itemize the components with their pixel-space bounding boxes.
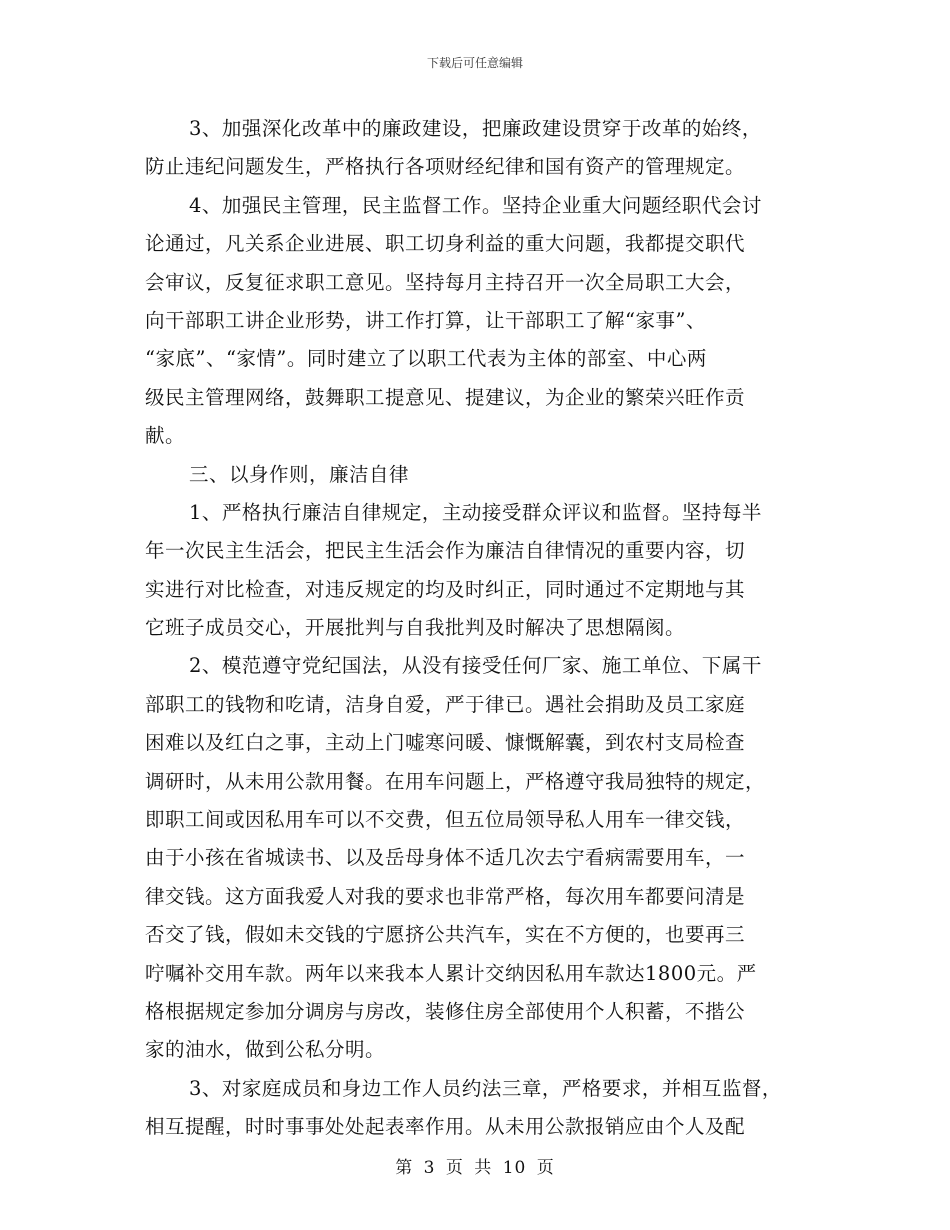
document-body bbox=[145, 110, 817, 1147]
page-header: 下载后可任意编辑 bbox=[426, 56, 523, 70]
section-heading: 三、以身作则，廉洁自律 bbox=[189, 462, 410, 486]
paragraph-line: 律交钱。这方面我爱人对我的要求也非常严格，每次用车都要问清是 bbox=[145, 884, 746, 908]
paragraph-line: 向干部职工讲企业形势，讲工作打算，让干部职工了解“家事”、 bbox=[145, 308, 706, 332]
paragraph-line: 献。 bbox=[145, 424, 186, 448]
paragraph-line: 咛嘱补交用车款。两年以来我本人累计交纳因私用车款达1800元。严 bbox=[145, 961, 757, 985]
paragraph-line: 3、对家庭成员和身边工作人员约法三章，严格要求，并相互监督， bbox=[189, 1076, 782, 1100]
paragraph-line: 实进行对比检查，对违反规定的均及时纠正，同时通过不定期地与其 bbox=[145, 577, 746, 601]
paragraph-line: 防止违纪问题发生，严格执行各项财经纪律和国有资产的管理规定。 bbox=[145, 155, 746, 179]
paragraph-line: 级民主管理网络，鼓舞职工提意见、提建议，为企业的繁荣兴旺作贡 bbox=[145, 385, 746, 409]
paragraph-line: 3、加强深化改革中的廉政建设，把廉政建设贯穿于改革的始终， bbox=[189, 117, 762, 140]
paragraph-line: 由于小孩在省城读书、以及岳母身体不适几次去宁看病需要用车，一 bbox=[145, 846, 746, 870]
paragraph-line: 4、加强民主管理，民主监督工作。坚持企业重大问题经职代会讨 bbox=[189, 193, 762, 217]
paragraph-line: 相互提醒，时时事事处处起表率作用。从未用公款报销应由个人及配 bbox=[145, 1115, 746, 1139]
paragraph-line: 论通过，凡关系企业进展、职工切身利益的重大问题，我都提交职代 bbox=[145, 232, 746, 256]
paragraph-line: 1、严格执行廉洁自律规定，主动接受群众评议和监督。坚持每半 bbox=[189, 500, 762, 524]
paragraph-line: “家底”、“家情”。同时建立了以职工代表为主体的部室、中心两 bbox=[145, 347, 707, 371]
paragraph-line: 调研时，从未用公款用餐。在用车问题上，严格遵守我局独特的规定， bbox=[145, 769, 766, 793]
paragraph-line: 会审议，反复征求职工意见。坚持每月主持召开一次全局职工大会， bbox=[145, 270, 746, 294]
page-number-footer: 第 3 页 共 10 页 bbox=[395, 1158, 555, 1178]
paragraph-line: 它班子成员交心，开展批判与自我批判及时解决了思想隔阂。 bbox=[145, 616, 686, 640]
paragraph-line: 格根据规定参加分调房与房改，装修住房全部使用个人积蓄，不揩公 bbox=[145, 999, 746, 1023]
paragraph-line: 2、模范遵守党纪国法，从没有接受任何厂家、施工单位、下属干 bbox=[189, 654, 762, 678]
paragraph-line: 即职工间或因私用车可以不交费，但五位局领导私人用车一律交钱， bbox=[145, 808, 746, 832]
paragraph-line: 部职工的钱物和吃请，洁身自爱，严于律已。遇社会捐助及员工家庭 bbox=[145, 692, 746, 716]
paragraph-line: 年一次民主生活会，把民主生活会作为廉洁自律情况的重要内容，切 bbox=[145, 539, 746, 563]
paragraph-line: 家的油水，做到公私分明。 bbox=[145, 1038, 386, 1062]
paragraph-line: 困难以及红白之事，主动上门嘘寒问暖、慷慨解囊，到农村支局检查 bbox=[145, 731, 746, 755]
paragraph-line: 否交了钱，假如未交钱的宁愿挤公共汽车，实在不方便的，也要再三 bbox=[145, 923, 746, 947]
